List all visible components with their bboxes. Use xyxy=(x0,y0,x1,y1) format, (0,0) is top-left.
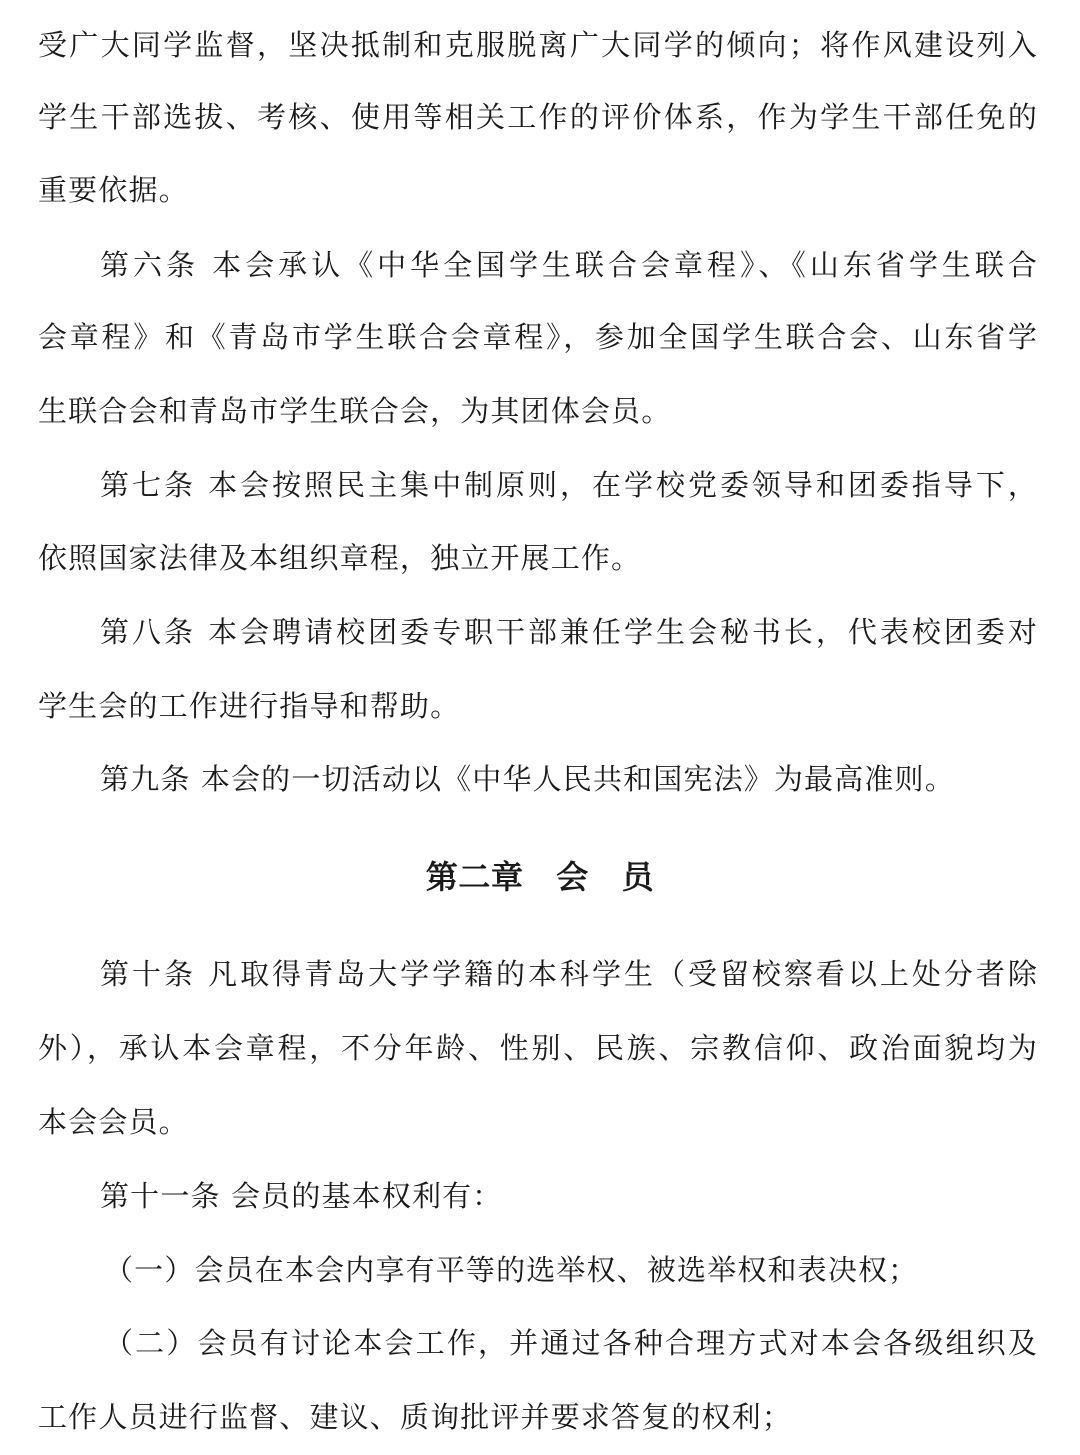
article-10-line: 外），承认本会章程，不分年龄、性别、民族、宗教信仰、政治面貌均为 xyxy=(38,1031,1038,1065)
article-9-line: 第九条 本会的一切活动以《中华人民共和国宪法》为最高准则。 xyxy=(100,762,955,796)
paragraph-line: 学生干部选拔、考核、使用等相关工作的评价体系，作为学生干部任免的 xyxy=(38,100,1038,134)
article-11-line: 第十一条 会员的基本权利有： xyxy=(100,1179,503,1213)
paragraph-line: 受广大同学监督，坚决抵制和克服脱离广大同学的倾向；将作风建设列入 xyxy=(38,28,1038,62)
article-10-line: 本会会员。 xyxy=(38,1105,189,1139)
article-6-line: 生联合会和青岛市学生联合会，为其团体会员。 xyxy=(38,394,672,428)
chapter-heading: 第二章 会 员 xyxy=(425,858,655,896)
list-item-2-continued: 工作人员进行监督、建议、质询批评并要求答复的权利； xyxy=(38,1400,793,1434)
article-8-line: 第八条 本会聘请校团委专职干部兼任学生会秘书长，代表校团委对 xyxy=(100,615,1038,649)
article-6-line: 会章程》和《青岛市学生联合会章程》，参加全国学生联合会、山东省学 xyxy=(38,320,1038,354)
article-7-line: 第七条 本会按照民主集中制原则，在学校党委领导和团委指导下， xyxy=(100,468,1038,502)
article-6-line: 第六条 本会承认《中华全国学生联合会章程》、《山东省学生联合 xyxy=(100,248,1038,282)
paragraph-line: 重要依据。 xyxy=(38,173,189,207)
list-item-1: （一）会员在本会内享有平等的选举权、被选举权和表决权； xyxy=(104,1253,919,1287)
list-item-2: （二）会员有讨论本会工作，并通过各种合理方式对本会各级组织及 xyxy=(104,1326,1038,1360)
article-7-line: 依照国家法律及本组织章程，独立开展工作。 xyxy=(38,541,642,575)
article-10-line: 第十条 凡取得青岛大学学籍的本科学生（受留校察看以上处分者除 xyxy=(100,957,1038,991)
article-8-line: 学生会的工作进行指导和帮助。 xyxy=(38,689,461,723)
